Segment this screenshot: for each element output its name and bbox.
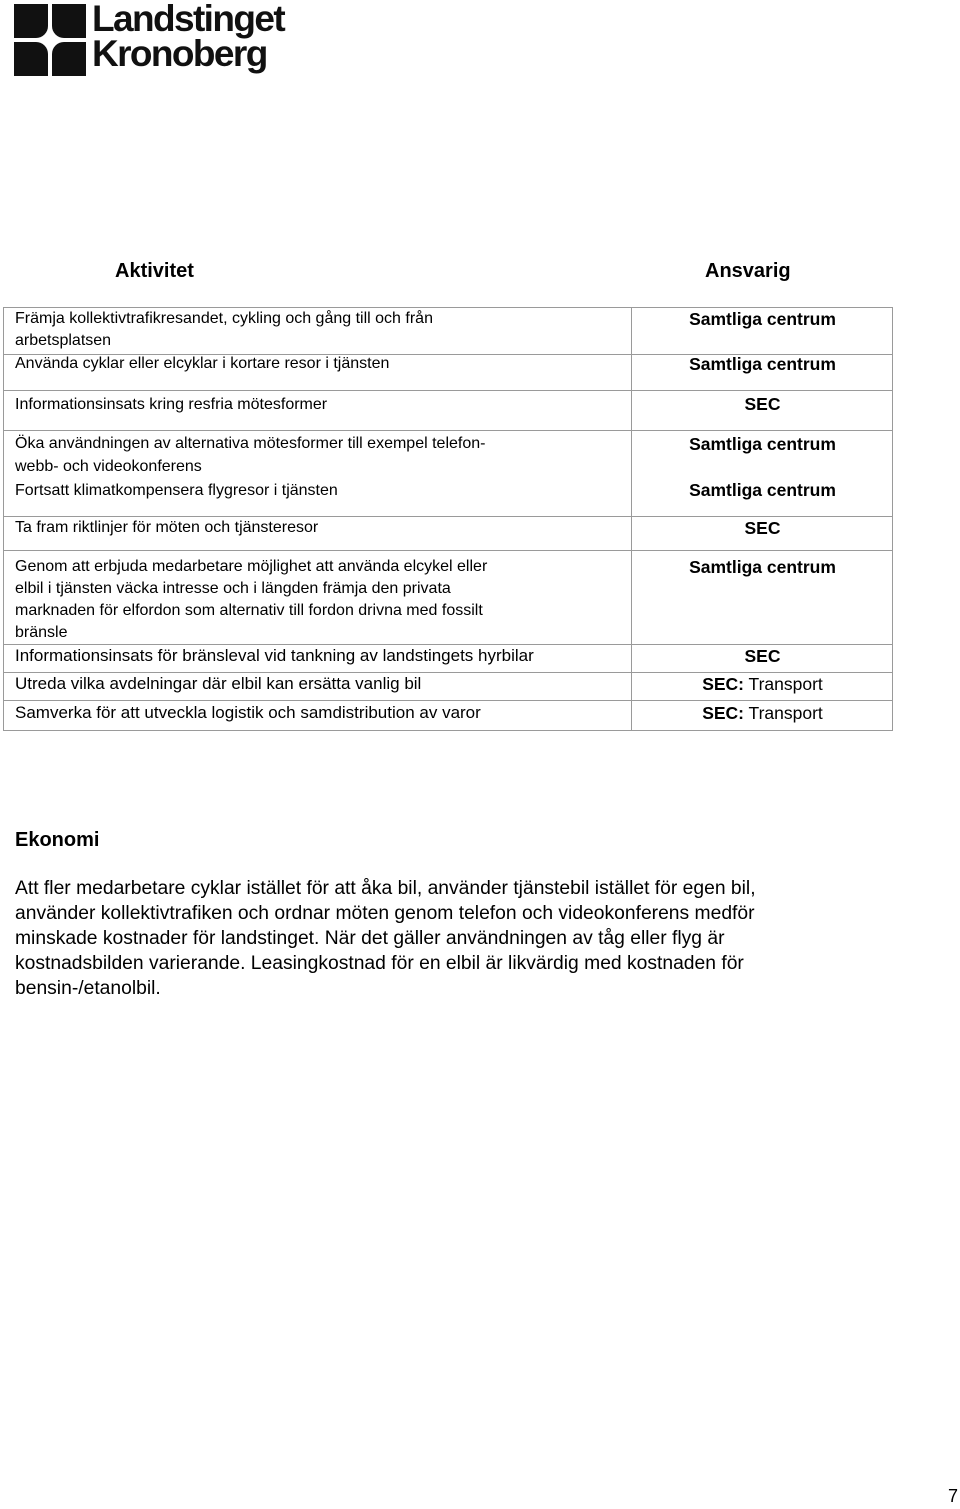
activity-text: Samverka för att utveckla logistik och samdistribution av varor bbox=[15, 703, 481, 722]
responsible-suffix: Transport bbox=[744, 674, 823, 694]
row-divider bbox=[4, 430, 892, 431]
responsible-suffix: Transport bbox=[744, 703, 823, 723]
page-number: 7 bbox=[948, 1486, 959, 1506]
activity-text: Informationsinsats för bränsleval vid tankning av landstingets hyrbilar bbox=[15, 646, 534, 665]
responsible-prefix: SEC: bbox=[702, 674, 744, 694]
activity-text: Ta fram riktlinjer för möten och tjänsteresor bbox=[15, 519, 319, 536]
activity-table bbox=[3, 307, 893, 731]
activity-text: elbil i tjänsten väcka intresse och i längden främja den privata bbox=[15, 580, 451, 597]
activity-text: Främja kollektivtrafikresandet, cykling och gång till och från bbox=[15, 310, 433, 327]
responsible-text: SEC bbox=[744, 646, 781, 666]
paragraph-line: använder kollektivtrafiken och ordnar möten genom telefon och videokonferens medför bbox=[15, 903, 755, 924]
activity-text: marknaden för elfordon som alternativ till fordon drivna med fossilt bbox=[15, 602, 483, 619]
responsible-text bbox=[632, 673, 893, 695]
paragraph-line: bensin-/etanolbil. bbox=[15, 978, 161, 999]
activity-text: Informationsinsats kring resfria mötesformer bbox=[15, 396, 328, 413]
activity-text: Öka användningen av alternativa mötesformer till exempel telefon- bbox=[15, 435, 486, 452]
logo-mark-icon bbox=[14, 4, 86, 76]
responsible-text: Samtliga centrum bbox=[689, 309, 836, 329]
activity-text: bränsle bbox=[15, 624, 68, 641]
activity-text: Fortsatt klimatkompensera flygresor i tjänsten bbox=[15, 482, 338, 499]
responsible-prefix: SEC: bbox=[702, 703, 744, 723]
logo-wordmark bbox=[92, 0, 285, 74]
activity-text: webb- och videokonferens bbox=[15, 458, 202, 475]
responsible-text: SEC bbox=[744, 518, 781, 538]
responsible-text: Samtliga centrum bbox=[689, 480, 836, 500]
activity-text: Genom att erbjuda medarbetare möjlighet att använda elcykel eller bbox=[15, 558, 488, 575]
row-divider bbox=[4, 700, 892, 701]
row-divider bbox=[4, 390, 892, 391]
logo-line-2: Kronoberg bbox=[92, 33, 267, 74]
header-responsible: Ansvarig bbox=[705, 260, 791, 282]
responsible-text bbox=[632, 702, 893, 724]
paragraph-line: Att fler medarbetare cyklar istället för att åka bil, använder tjänstebil istället för egen bil, bbox=[15, 878, 756, 899]
responsible-text: Samtliga centrum bbox=[689, 354, 836, 374]
economy-paragraph bbox=[15, 876, 895, 1001]
economy-heading: Ekonomi bbox=[15, 829, 100, 851]
activity-text: Utreda vilka avdelningar där elbil kan ersätta vanlig bil bbox=[15, 674, 422, 693]
paragraph-line: minskade kostnader för landstinget. När det gäller användningen av tåg eller flyg är bbox=[15, 928, 725, 949]
row-divider bbox=[4, 550, 892, 551]
responsible-text: SEC bbox=[744, 394, 781, 414]
organization-logo bbox=[14, 0, 314, 84]
logo-line-1: Landstinget bbox=[92, 0, 285, 39]
header-activity: Aktivitet bbox=[115, 260, 194, 282]
responsible-text: Samtliga centrum bbox=[689, 557, 836, 577]
paragraph-line: kostnadsbilden varierande. Leasingkostnad för en elbil är likvärdig med kostnaden för bbox=[15, 953, 744, 974]
responsible-text: Samtliga centrum bbox=[689, 434, 836, 454]
activity-text: Använda cyklar eller elcyklar i kortare resor i tjänsten bbox=[15, 355, 390, 372]
activity-text: arbetsplatsen bbox=[15, 332, 112, 349]
